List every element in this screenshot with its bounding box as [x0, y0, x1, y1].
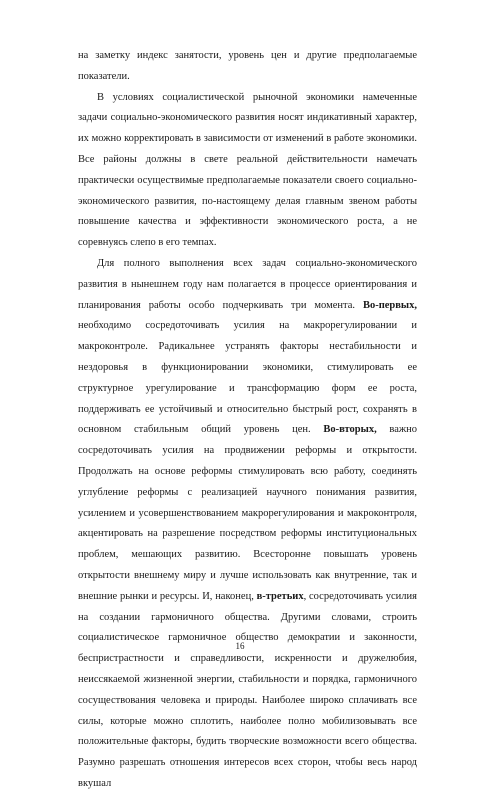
paragraph-2-part-4: , сосредоточивать усилия на создании гармоничного общества. Другими словами, строить социалистическое гармоничное общество демократии и законности, беспристрастности и справедливости, искренности и дружелюбия, неиссякаемой жизненной энергии, стабильности и порядка, гармоничного сосуществования человека и природы. Наиболее широко сплачивать все силы, которые можно сплотить, наиболее полно мобилизовывать все положительные факторы, будить творческие возможности всего общества. Разумно разрешать отношения интересов всех сторон, чтобы весь народ вкушал — [78, 590, 417, 789]
paragraph-2-bold-third: в-третьих — [256, 590, 304, 602]
paragraph-2-part-2: необходимо сосредоточивать усилия на макрорегулировании и макроконтроле. Радикальнее устранять факторы нестабильности и нездоровья в функционировании экономики, стимулировать ее структурное урегулирование и трансформацию форм ее роста, поддерживать ее устойчивый и относительно быстрый рост, сохранять в основном стабильным общий уровень цен. — [78, 320, 417, 436]
paragraph-2-bold-first: Во-первых, — [362, 299, 417, 311]
paragraph-1 — [78, 46, 417, 254]
paragraph-2 — [78, 254, 417, 795]
paragraph-1-text: В условиях социалистической рыночной экономики намеченные задачи социально-экономического развития носят индикативный характер, их можно корректировать в зависимости от изменений в работе экономики. Все районы должны в свете реальной действительности намечать практически осуществимые предполагаемые показатели своего социально-экономического развития, по-настоящему делая главным звеном работы повышение качества и эффективности экономического роста, а не соревнуясь слепо в его темпах. — [78, 91, 417, 249]
document-page — [78, 46, 417, 795]
paragraph-2-part-3: важно сосредоточивать усилия на продвижении реформы и открытости. Продолжать на основе реформы стимулировать всю работу, соединять углубление реформы с реализацией научного понимания развития, усилением и усовершенствованием макрорегулирования и макроконтроля, акцентировать на разрешение посредством реформы институциональных проблем, мешающих развитию. Всесторонне повышать уровень открытости внешнему миру и лучше использовать как внутренние, так и внешние рынки и ресурсы. И, наконец, — [78, 424, 418, 602]
paragraph-2-bold-second: Во-вторых, — [323, 424, 377, 436]
paragraph-2-part-1: Для полного выполнения всех задач социально-экономического развития в нынешнем году нам полагается в процессе ориентирования и планирования работы особо подчеркивать три момента. — [78, 257, 417, 311]
page-number: 16 — [235, 641, 245, 651]
paragraph-1-line-1: на заметку индекс занятости, уровень цен и другие предполагаемые показатели. — [78, 50, 417, 82]
